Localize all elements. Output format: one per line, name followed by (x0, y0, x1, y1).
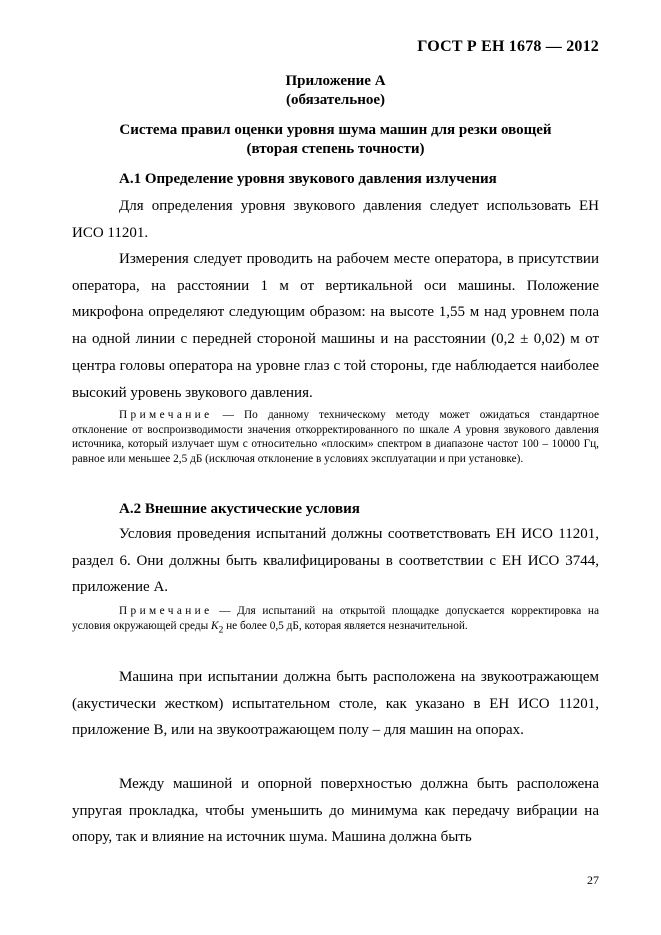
section-a1-paragraph-1: Для определения уровня звукового давления следует использовать ЕН ИСО 11201. (72, 198, 599, 241)
note-text-part1: — По данному техническому методу может ожидаться стандартное отклонение от воспроизводимости значения откорректированного по шкале (72, 409, 599, 436)
note-symbol: K (211, 619, 219, 632)
section-a2-note (72, 604, 599, 637)
appendix-title: Приложение А (285, 73, 386, 89)
section-a1-title: А.1 Определение уровня звукового давления излучения (119, 171, 497, 187)
note-text-part2: уровня звукового давления источника, который излучает шум с относительно «плоским» спектром в диапазоне частот 100 – 10000 Гц, равное или меньшее 2,5 дБ (исключая отклонение в условиях эксплуатации и при установке). (72, 423, 599, 465)
note-text-part2: не более 0,5 дБ, которая является незначительной. (223, 619, 468, 632)
appendix-subject-line2: (вторая степень точности) (246, 141, 425, 157)
section-a2-title: А.2 Внешние акустические условия (119, 501, 360, 517)
section-a1-paragraph-2: Измерения следует проводить на рабочем месте оператора, в присутствии оператора, на расстоянии 1 м от вертикальной оси машины. Положение микрофона определяют следующим образом: на высоте 1,55 м над уровнем пола на одной линии с передней стороной машины и на расстоянии (0,2 ± 0,02) м от центра головы оператора на уровне глаз с той стороны, где наблюдается наиболее высокий уровень звукового давления. (72, 251, 599, 401)
appendix-subject-line1: Система правил оценки уровня шума машин для резки овощей (119, 122, 552, 138)
standard-header: ГОСТ Р ЕН 1678 — 2012 (417, 38, 599, 55)
section-a2-paragraph-1: Условия проведения испытаний должны соответствовать ЕН ИСО 11201, раздел 6. Они должны быть квалифицированы в соответствии с ЕН ИСО 3744, приложение А. (72, 526, 599, 596)
note-scale: A (453, 423, 461, 436)
note-label: Примечание (119, 409, 213, 421)
page-number: 27 (587, 873, 599, 887)
note-text-part1: — Для испытаний на открытой площадке допускается корректировка на условия окружающей среды (72, 605, 599, 632)
section-a2-paragraph-3: Между машиной и опорной поверхностью должна быть расположена упругая прокладка, чтобы уменьшить до минимума как передачу вибрации на опору, так и влияние на источник шума. Машина должна быть (72, 776, 599, 846)
section-a2-paragraph-2: Машина при испытании должна быть расположена на звукоотражающем (акустически жестком) испытательном столе, как указано в ЕН ИСО 11201, приложение В, или на звукоотражающем полу – для машин на опорах. (72, 669, 599, 739)
note-subscript: 2 (218, 624, 224, 635)
section-a1-note (72, 408, 599, 466)
note-label: Примечание (119, 605, 213, 617)
appendix-status: (обязательное) (285, 92, 386, 108)
